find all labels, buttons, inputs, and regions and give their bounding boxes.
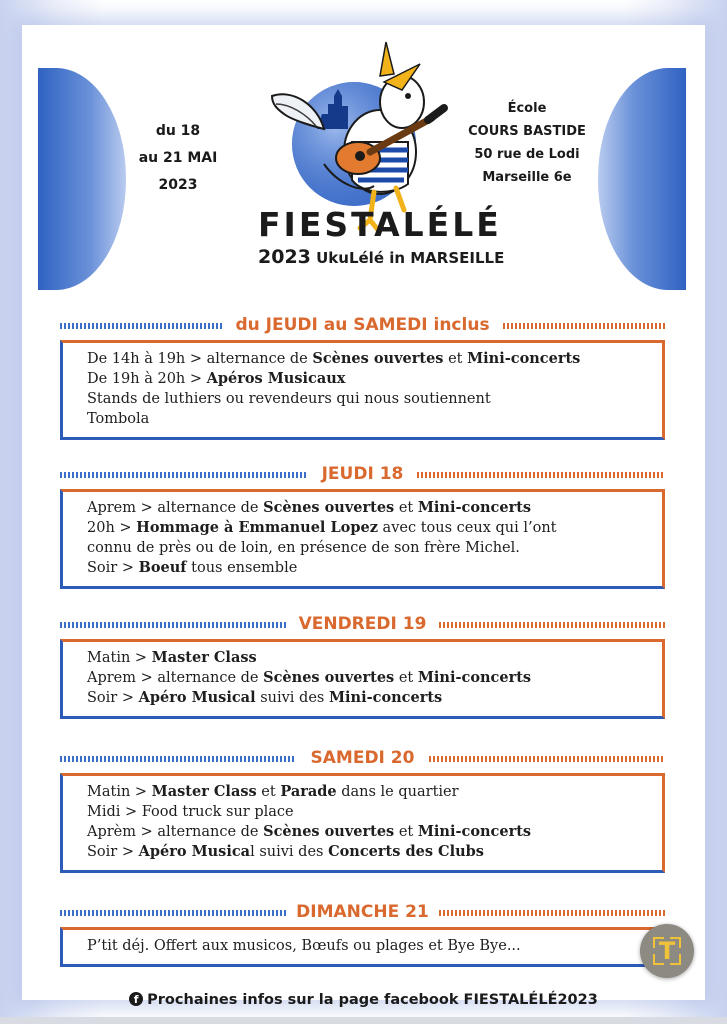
seagull-ukulele-illustration — [262, 34, 462, 234]
line-text: Midi > Food truck sur place — [87, 804, 294, 820]
line-text: De 19h à 20h > — [87, 371, 207, 387]
highlight-text: Apéro Musica — [138, 843, 251, 860]
venue-line-1: École — [507, 101, 547, 116]
section-title: JEUDI 18 — [60, 463, 665, 485]
program-section — [60, 901, 665, 967]
program-line — [87, 389, 640, 409]
program-line — [87, 369, 640, 389]
footer-text: Prochaines infos sur la page facebook FIESTALÉLÉ2023 — [147, 992, 598, 1008]
program-line — [87, 842, 640, 862]
section-box — [60, 639, 665, 719]
facebook-icon: f — [129, 992, 143, 1006]
program-line — [87, 936, 640, 956]
facebook-footer — [0, 992, 727, 1008]
venue-line-4: Marseille 6e — [482, 170, 572, 185]
line-text: Tombola — [87, 411, 150, 427]
highlight-text: Scènes ouvertes — [263, 823, 395, 840]
highlight-text: Boeuf — [138, 559, 187, 576]
program-line — [87, 558, 640, 578]
highlight-text: Mini-concerts — [467, 350, 581, 367]
line-text: Matin > — [87, 650, 152, 666]
program-line — [87, 668, 640, 688]
section-box — [60, 489, 665, 589]
program-line — [87, 782, 640, 802]
program-section — [60, 314, 665, 440]
program-line — [87, 498, 640, 518]
tagline-text: UkuLélé in MARSEILLE — [310, 249, 505, 267]
highlight-text: Mini-concerts — [417, 499, 532, 516]
program-line — [87, 349, 640, 369]
line-text: Matin > — [87, 784, 152, 800]
line-text: et — [394, 670, 418, 686]
section-box — [60, 927, 665, 967]
program-section — [60, 463, 665, 589]
highlight-text: Mini-concerts — [328, 689, 443, 706]
program-line — [87, 648, 640, 668]
program-line — [87, 822, 640, 842]
line-text: et — [443, 351, 468, 367]
section-title: VENDREDI 19 — [60, 613, 665, 635]
section-box — [60, 773, 665, 873]
section-header — [60, 747, 665, 769]
line-text: P’tit déj. Offert aux musicos, Bœufs ou plages et Bye Bye... — [87, 938, 521, 954]
line-text: Soir > — [87, 844, 139, 860]
program-line — [87, 538, 640, 558]
highlight-text: Scènes ouvertes — [312, 350, 444, 367]
text-recognition-icon: T — [658, 937, 676, 965]
line-text: Soir > — [87, 560, 139, 576]
line-text: l suivi des — [250, 844, 329, 860]
dates-line-1: du 18 — [155, 123, 201, 139]
line-text: et — [394, 824, 418, 840]
line-text: Stands de luthiers ou revendeurs qui nous soutiennent — [87, 391, 491, 407]
highlight-text: Concerts des Clubs — [328, 843, 484, 860]
festival-logo-text: FIESTALÉLÉ — [258, 205, 502, 244]
highlight-text: Scènes ouvertes — [263, 499, 395, 516]
highlight-text: Hommage à Emmanuel Lopez — [136, 519, 378, 536]
venue-line-2: COURS BASTIDE — [468, 124, 586, 139]
line-text: et — [394, 500, 418, 516]
highlight-text: Mini-concerts — [417, 823, 532, 840]
program-section — [60, 747, 665, 873]
section-title: du JEUDI au SAMEDI inclus — [60, 314, 665, 336]
section-title: DIMANCHE 21 — [60, 901, 665, 923]
line-text: tous ensemble — [186, 560, 298, 576]
highlight-text: Apéro Musical — [138, 689, 256, 706]
highlight-text: Master Class — [151, 783, 257, 800]
line-text: dans le quartier — [336, 784, 459, 800]
line-text: 20h > — [87, 520, 137, 536]
program-line — [87, 409, 640, 429]
line-text: Soir > — [87, 690, 139, 706]
highlight-text: Mini-concerts — [417, 669, 532, 686]
venue-address — [462, 97, 592, 189]
tagline-year: 2023 — [258, 246, 311, 268]
line-text: suivi des — [255, 690, 329, 706]
line-text: Aprem > alternance de — [87, 670, 264, 686]
program-section — [60, 613, 665, 719]
festival-tagline — [258, 246, 505, 268]
program-line — [87, 688, 640, 708]
venue-line-3: 50 rue de Lodi — [474, 147, 580, 162]
dates-line-2: au 21 MAI — [138, 150, 218, 166]
text-recognition-button[interactable] — [640, 924, 694, 978]
section-header — [60, 901, 665, 923]
line-text: connu de près ou de loin, en présence de son frère Michel. — [87, 540, 520, 556]
bottom-thumbnail-strip — [0, 1017, 727, 1024]
line-text: Aprèm > alternance de — [87, 824, 264, 840]
highlight-text: Master Class — [151, 649, 257, 666]
event-dates — [128, 118, 228, 199]
line-text: avec tous ceux qui l’ont — [377, 520, 557, 536]
line-text: et — [256, 784, 281, 800]
line-text: De 14h à 19h > alternance de — [87, 351, 313, 367]
section-box — [60, 340, 665, 440]
section-header — [60, 314, 665, 336]
highlight-text: Scènes ouvertes — [263, 669, 395, 686]
highlight-text: Parade — [280, 783, 337, 800]
highlight-text: Apéros Musicaux — [206, 370, 346, 387]
section-header — [60, 613, 665, 635]
program-line — [87, 518, 640, 538]
section-title: SAMEDI 20 — [60, 747, 665, 769]
section-header — [60, 463, 665, 485]
dates-line-3: 2023 — [158, 177, 198, 193]
line-text: Aprem > alternance de — [87, 500, 264, 516]
program-line — [87, 802, 640, 822]
